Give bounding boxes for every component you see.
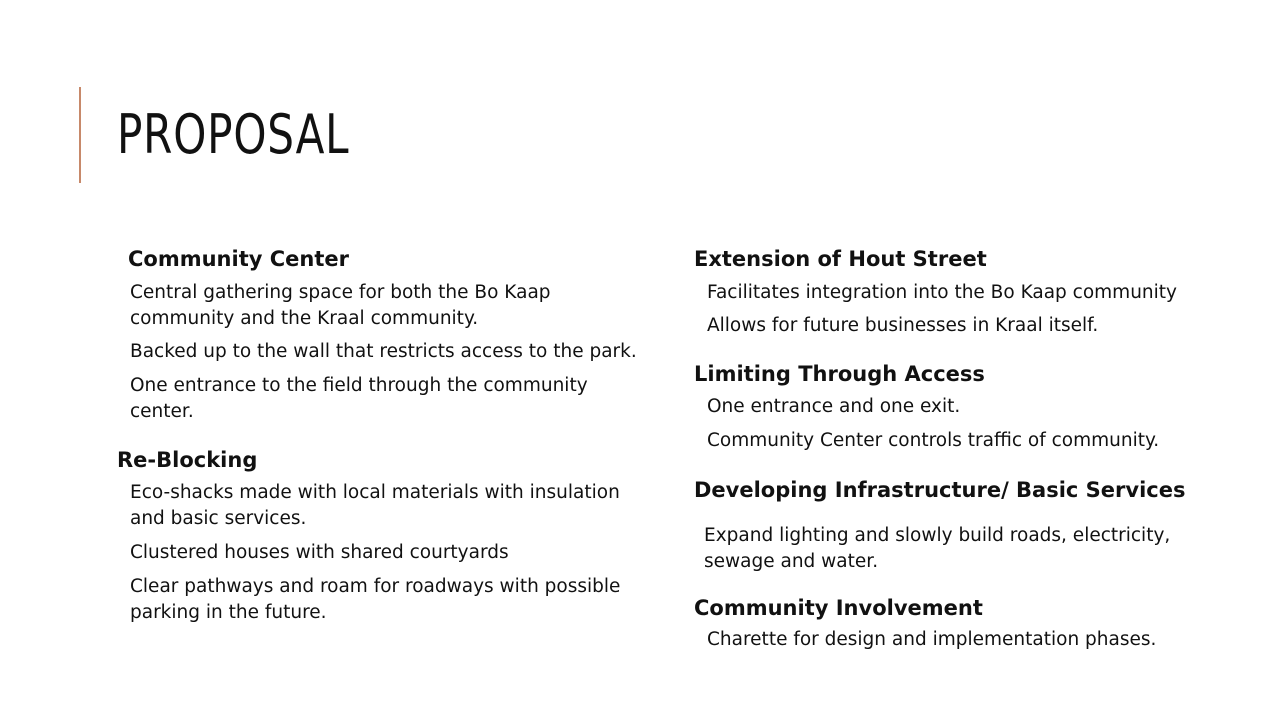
heading-extension-of-hout-street: Extension of Hout Street [694,247,987,271]
bullet-hout-street-1: Facilitates integration into the Bo Kaap community [707,282,1177,303]
heading-community-involvement: Community Involvement [694,596,983,620]
bullet-community-involvement-1: Charette for design and implementation phases. [707,629,1157,650]
bullet-re-blocking-1: Eco-shacks made with local materials with insulation and basic services. [130,482,620,529]
bullet-through-access-2: Community Center controls traffic of community. [707,430,1160,451]
bullet-re-blocking-3: Clear pathways and roam for roadways with possible parking in the future. [130,576,621,623]
slide-title: PROPOSAL [117,103,350,166]
heading-developing-infrastructure: Developing Infrastructure/ Basic Services [694,478,1186,502]
bullet-community-center-3: One entrance to the field through the community center. [130,375,588,422]
title-accent-bar [79,87,81,183]
bullet-re-blocking-2: Clustered houses with shared courtyards [130,542,509,563]
bullet-through-access-1: One entrance and one exit. [707,396,961,417]
bullet-community-center-2: Backed up to the wall that restricts access to the park. [130,341,637,362]
bullet-hout-street-2: Allows for future businesses in Kraal itself. [707,315,1099,336]
bullet-infrastructure-1: Expand lighting and slowly build roads, electricity, sewage and water. [704,525,1171,572]
bullet-community-center-1: Central gathering space for both the Bo Kaap community and the Kraal community. [130,282,551,329]
heading-re-blocking: Re-Blocking [117,448,258,472]
heading-limiting-through-access: Limiting Through Access [694,362,985,386]
heading-community-center: Community Center [128,247,349,271]
